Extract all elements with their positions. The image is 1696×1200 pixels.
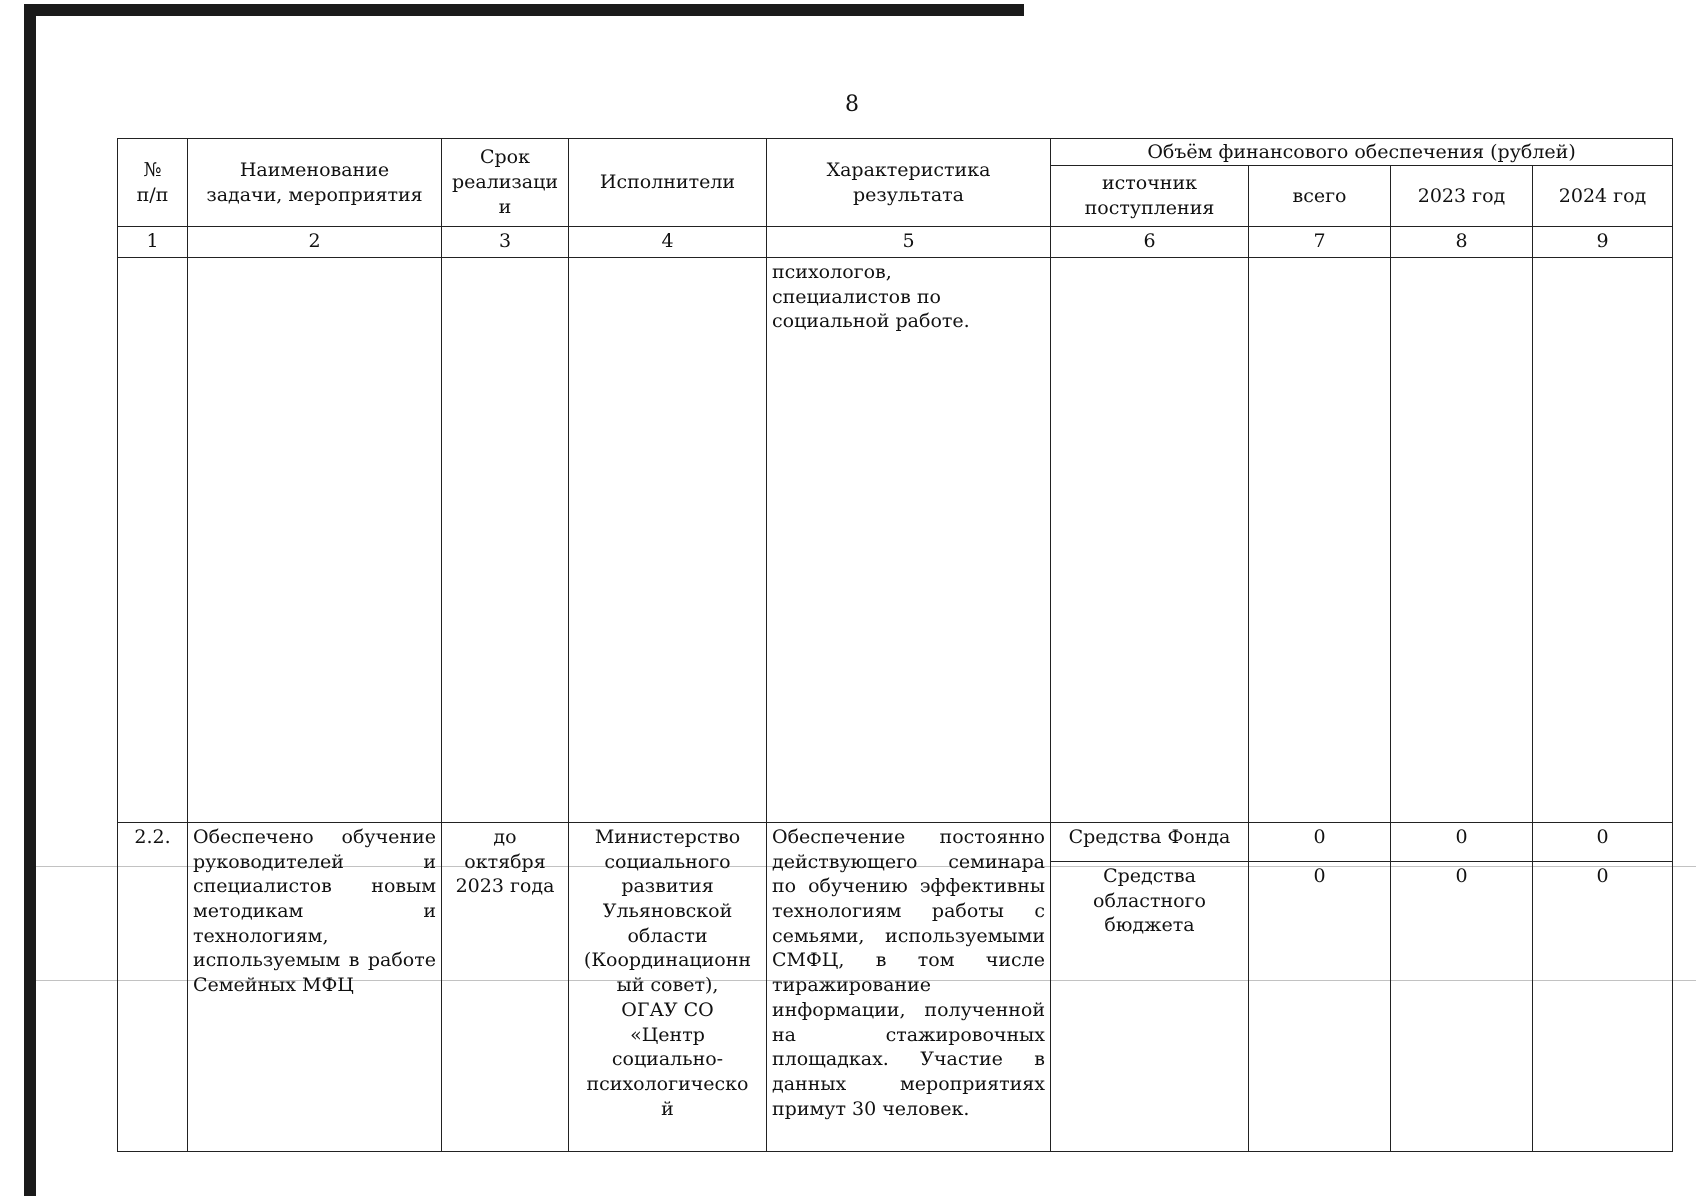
fund-total: 0 [1249,823,1390,862]
column-number: 2 [188,227,442,258]
header-result: Характеристика результата [767,139,1051,227]
continued-result: психологов, специалистов по социальной работе. [767,258,1051,823]
continued-row [118,258,1673,823]
scan-border-top [24,4,1024,16]
budget-2024: 0 [1596,865,1609,887]
fund-2024: 0 [1533,823,1672,862]
column-number: 1 [118,227,188,258]
cell-empty [1391,258,1533,823]
column-number: 6 [1051,227,1249,258]
page-number: 8 [845,92,859,117]
fund-2023: 0 [1391,823,1532,862]
source-cell [1051,823,1249,1152]
cell-empty [569,258,767,823]
cell-empty [1249,258,1391,823]
column-number-row [118,227,1673,258]
header-name: Наименование задачи, мероприятия [188,139,442,227]
row-number: 2.2. [118,823,188,1152]
executors: Министерство социального развития Ульяновской области (Координационн ый совет), ОГАУ СО «Центр социально- психологическо й [569,823,767,1152]
column-number: 7 [1249,227,1391,258]
table-row-2-2 [118,823,1673,1152]
task-name: Обеспечено обучение руководителей и специалистов новым методикам и технологиям, используемым в работе Семейных МФЦ [188,823,442,1152]
header-executors: Исполнители [569,139,767,227]
column-number: 8 [1391,227,1533,258]
header-row-1 [118,139,1673,166]
header-2024: 2024 год [1533,166,1673,227]
plan-table [117,138,1673,1152]
header-finance: Объём финансового обеспечения (рублей) [1051,139,1673,166]
header-total: всего [1249,166,1391,227]
column-number: 4 [569,227,767,258]
y2023-cell [1391,823,1533,1152]
scan-border-left [24,4,36,1196]
header-term: Срок реализаци и [442,139,569,227]
cell-empty [188,258,442,823]
y2024-cell [1533,823,1673,1152]
budget-total: 0 [1313,865,1326,887]
cell-empty [1533,258,1673,823]
column-number: 3 [442,227,569,258]
result-description: Обеспечение постоянно действующего семинара по обучению эффективны технологиям работы с семьями, используемыми СМФЦ, в том числе тиражирование информации, полученной на стажировочных площадках. Участие в данных мероприятиях примут 30 человек. [767,823,1051,1152]
cell-empty [118,258,188,823]
source-fund: Средства Фонда [1051,823,1248,862]
header-source: источник поступления [1051,166,1249,227]
header-2023: 2023 год [1391,166,1533,227]
cell-empty [442,258,569,823]
source-regional-budget: Средства областного бюджета [1093,865,1206,937]
header-num: № п/п [118,139,188,227]
term: до октября 2023 года [442,823,569,1152]
cell-empty [1051,258,1249,823]
budget-2023: 0 [1455,865,1468,887]
column-number: 9 [1533,227,1673,258]
total-cell [1249,823,1391,1152]
column-number: 5 [767,227,1051,258]
